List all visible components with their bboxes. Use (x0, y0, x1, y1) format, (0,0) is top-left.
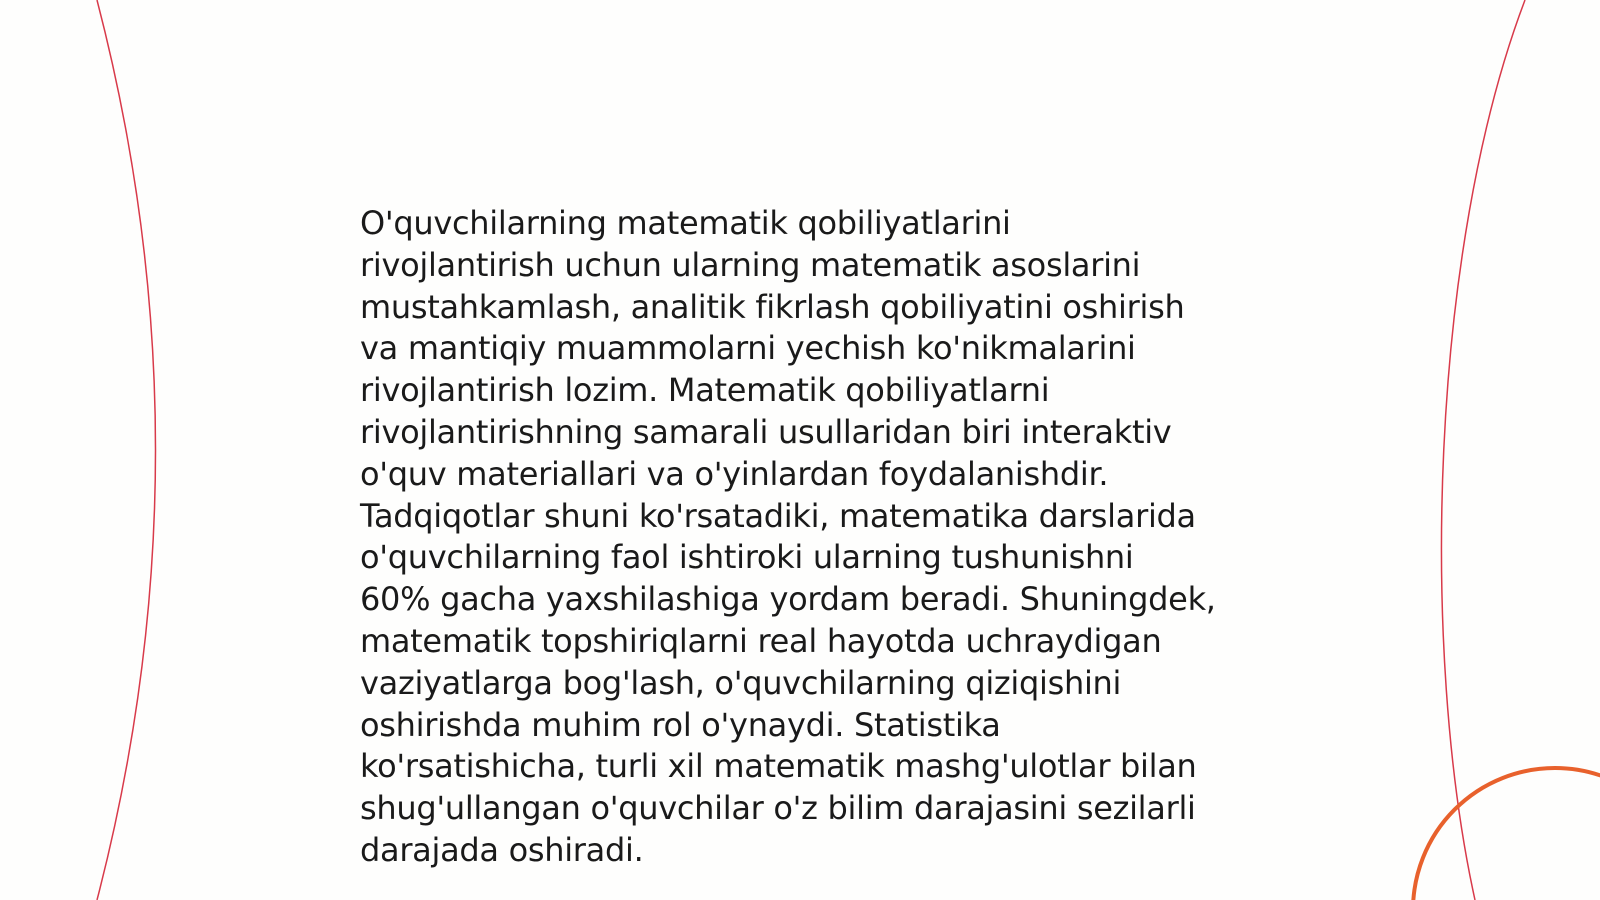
orange-circle-outline (1413, 768, 1600, 900)
right-curve-line (1441, 0, 1525, 900)
body-paragraph: O'quvchilarning matematik qobiliyatlarini rivojlantirish uchun ularning matematik asoslarini mustahkamlash, analitik fikrlash qobiliyatini oshirish va mantiqiy muammolarni yechish ko'nikmalarini rivojlantirish lozim. Matematik qobiliyatlarni rivojlantirishning samarali usullaridan biri interaktiv o'quv materiallari va o'yinlardan foydalanishdir. Tadqiqotlar shuni ko'rsatadiki, matematika darslarida o'quvchilarning faol ishtiroki ularning tushunishni 60% gacha yaxshilashiga yordam beradi. Shuningdek, matematik topshiriqlarni real hayotda uchraydigan vaziyatlarga bog'lash, o'quvchilarning qiziqishini oshirishda muhim rol o'ynaydi. Statistika ko'rsatishicha, turli xil matematik mashg'ulotlar bilan shug'ullangan o'quvchilar o'z bilim darajasini sezilarli darajada oshiradi. (360, 204, 1216, 869)
left-curve-line (97, 0, 156, 900)
